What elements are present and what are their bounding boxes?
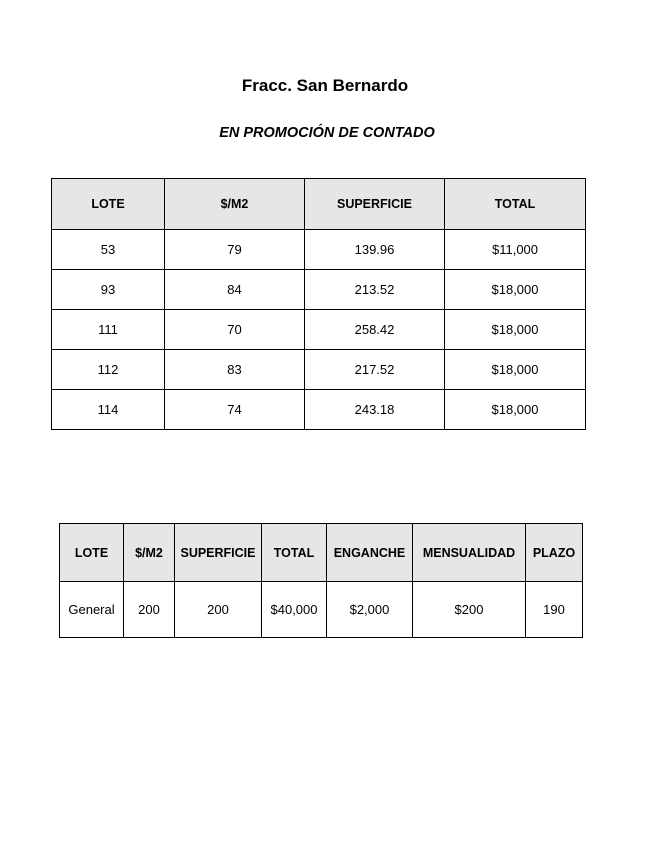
column-header: LOTE xyxy=(60,524,124,582)
table-cell: 213.52 xyxy=(305,270,445,310)
table-cell: 114 xyxy=(52,390,165,430)
table-header-row xyxy=(60,524,583,582)
page-title: Fracc. San Bernardo xyxy=(241,76,409,95)
lots-cash-promotion-table xyxy=(51,178,586,430)
page-subtitle: EN PROMOCIÓN DE CONTADO xyxy=(219,125,435,141)
table-row xyxy=(52,310,586,350)
column-header: PLAZO xyxy=(526,524,583,582)
table-row xyxy=(52,350,586,390)
column-header: SUPERFICIE xyxy=(305,179,445,230)
table-cell: 217.52 xyxy=(305,350,445,390)
table-cell: 112 xyxy=(52,350,165,390)
table-cell: $40,000 xyxy=(262,582,327,638)
table-cell: 258.42 xyxy=(305,310,445,350)
table-cell: 111 xyxy=(52,310,165,350)
column-header: TOTAL xyxy=(262,524,327,582)
table-cell: $18,000 xyxy=(445,270,586,310)
table-cell: 74 xyxy=(165,390,305,430)
table-cell: $18,000 xyxy=(445,310,586,350)
column-header: MENSUALIDAD xyxy=(413,524,526,582)
column-header: $/M2 xyxy=(165,179,305,230)
table-cell: 83 xyxy=(165,350,305,390)
column-header: TOTAL xyxy=(445,179,586,230)
table-cell: 79 xyxy=(165,230,305,270)
table-cell: 53 xyxy=(52,230,165,270)
table-row xyxy=(60,582,583,638)
column-header: SUPERFICIE xyxy=(175,524,262,582)
table-cell: $2,000 xyxy=(327,582,413,638)
general-financing-table xyxy=(59,523,583,638)
table-row xyxy=(52,270,586,310)
column-header: $/M2 xyxy=(124,524,175,582)
table-cell: 84 xyxy=(165,270,305,310)
column-header: LOTE xyxy=(52,179,165,230)
table-cell: $18,000 xyxy=(445,350,586,390)
table-cell: 139.96 xyxy=(305,230,445,270)
table-cell: $11,000 xyxy=(445,230,586,270)
table-row xyxy=(52,230,586,270)
table-cell: $200 xyxy=(413,582,526,638)
table-cell: 70 xyxy=(165,310,305,350)
table-cell: 93 xyxy=(52,270,165,310)
table-cell: 190 xyxy=(526,582,583,638)
table-cell: 200 xyxy=(124,582,175,638)
table-cell: 243.18 xyxy=(305,390,445,430)
table-header-row xyxy=(52,179,586,230)
table-cell: 200 xyxy=(175,582,262,638)
table-row xyxy=(52,390,586,430)
table-cell: $18,000 xyxy=(445,390,586,430)
column-header: ENGANCHE xyxy=(327,524,413,582)
table-cell: General xyxy=(60,582,124,638)
